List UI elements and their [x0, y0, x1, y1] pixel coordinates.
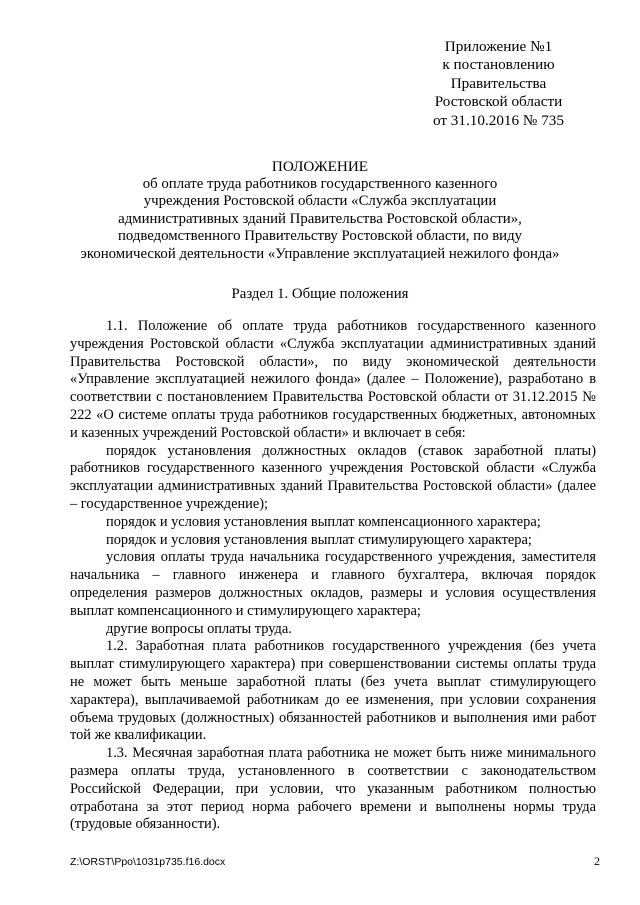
document-title	[60, 158, 580, 264]
section-heading: Раздел 1. Общие положения	[231, 286, 409, 302]
appendix-line: от 31.10.2016 № 735	[432, 111, 564, 129]
appendix-line: Приложение №1	[444, 38, 553, 55]
paragraph: 1.1. Положение об оплате труда работников государственного казенного учреждения Ростовской области «Служба эксплуатации административных зданий Правительства Ростовской области», по виду экономической деятельности «Управление эксплуатацией нежилого фонда» (далее – Положение), разработано в соответствии с постановлением Правительства Ростовской области от 31.12.2015 № 222 «О системе оплаты труда работников государственных бюджетных, автономных и казенных учреждений Ростовской области» и включает в себя:	[70, 318, 596, 441]
appendix-line: Правительства	[450, 74, 547, 92]
paragraph: порядок и условия установления выплат стимулирующего характера;	[106, 531, 532, 548]
paragraph: условия оплаты труда начальника государственного учреждения, заместителя начальника – главного инженера и главного бухгалтера, включая порядок определения размеров должностных окладов, размеры и условия осуществления выплат компенсационного и стимулирующего характера;	[70, 549, 596, 619]
document-body	[70, 318, 596, 834]
title-line: учреждения Ростовской области «Служба эксплуатации	[143, 193, 497, 210]
footer-file-path: Z:\ORST\Ppo\1031p735.f16.docx	[70, 856, 226, 868]
title-line: административных зданий Правительства Ростовской области»,	[118, 210, 522, 227]
paragraph: 1.3. Месячная заработная плата работника не может быть ниже минимального размера оплаты труда, установленного в соответствии с законодательством Российской Федерации, при условии, что указанным работником полностью отработана за этот период норма рабочего времени и выполнены нормы труда (трудовые обязанности).	[70, 745, 596, 833]
paragraph: порядок установления должностных окладов (ставок заработной платы) работников государственного казенного учреждения Ростовской области «Служба эксплуатации административных зданий Правительства Ростовской области» (далее – государственное учреждение);	[70, 442, 596, 512]
title-line: экономической деятельности «Управление эксплуатацией нежилого фонда»	[80, 245, 560, 262]
title-head: ПОЛОЖЕНИЕ	[271, 158, 369, 175]
paragraph: порядок и условия установления выплат компенсационного характера;	[106, 513, 541, 530]
paragraph: другие вопросы оплаты труда.	[106, 620, 292, 637]
appendix-note	[433, 38, 564, 130]
appendix-line: к постановлению	[442, 56, 555, 74]
title-line: подведомственного Правительству Ростовской области, по виду	[117, 228, 523, 245]
page-number: 2	[594, 854, 600, 868]
paragraph: 1.2. Заработная плата работников государственного учреждения (без учета выплат стимулирующего характера) при совершенствовании системы оплаты труда не может быть меньше заработной платы (без учета выплат стимулирующего характера), выплачиваемой работникам до ее изменения, при условии сохранения объема трудовых (должностных) обязанностей работников и выполнения ими работ той же квалификации.	[70, 638, 596, 744]
appendix-line: Ростовской области	[434, 93, 563, 111]
title-line: об оплате труда работников государственного казенного	[142, 175, 498, 192]
